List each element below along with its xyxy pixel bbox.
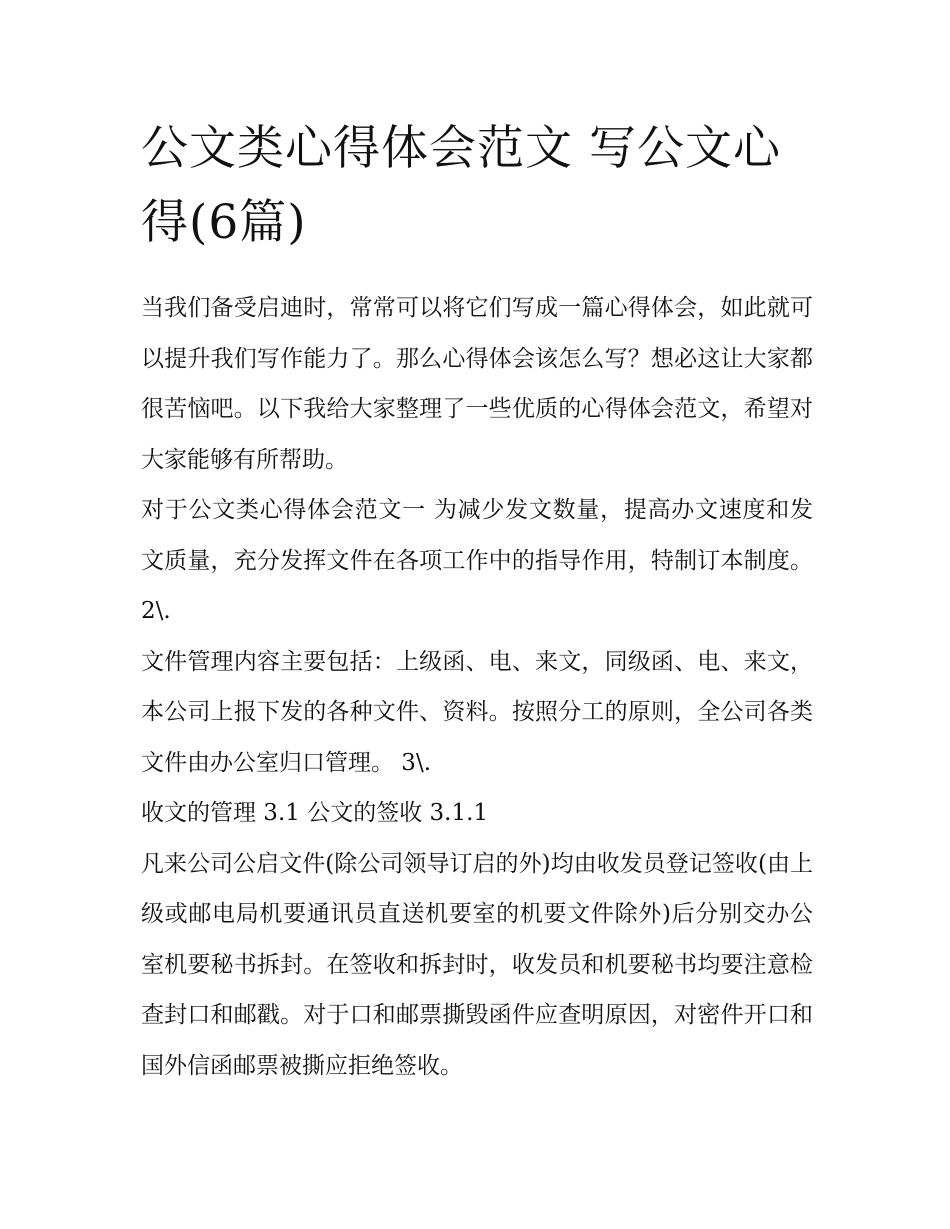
document-title: 公文类心得体会范文 写公文心得(6篇)	[141, 121, 781, 250]
paragraph-receipt-rules: 凡来公司公启文件(除公司领导订启的外)均由收发员登记签收(由上级或邮电局机要通讯员直送机要室的机要文件除外)后分别交办公室机要秘书拆封。在签收和拆封时，收发员和机要秘书均要注意检查封口和邮戳。对于口和邮票撕毁函件应查明原因，对密件开口和国外信函邮票被撕应拒绝签收。	[141, 850, 813, 1079]
document-body	[141, 112, 813, 1091]
paragraph-purpose: 对于公文类心得体会范文一 为减少发文数量，提高办文速度和发文质量，充分发挥文件在各项工作中的指导作用，特制订本制度。 2\.	[141, 497, 813, 624]
paragraph-scope: 文件管理内容主要包括：上级函、电、来文，同级函、电、来文，本公司上报下发的各种文件、资料。按照分工的原则，全公司各类文件由办公室归口管理。 3\.	[141, 648, 813, 776]
paragraph-intro: 当我们备受启迪时，常常可以将它们写成一篇心得体会，如此就可以提升我们写作能力了。那么心得体会该怎么写？想必这让大家都很苦恼吧。以下我给大家整理了一些优质的心得体会范文，希望对大家能够有所帮助。	[141, 295, 813, 473]
paragraph-section-heading: 收文的管理 3.1 公文的签收 3.1.1	[141, 800, 489, 826]
